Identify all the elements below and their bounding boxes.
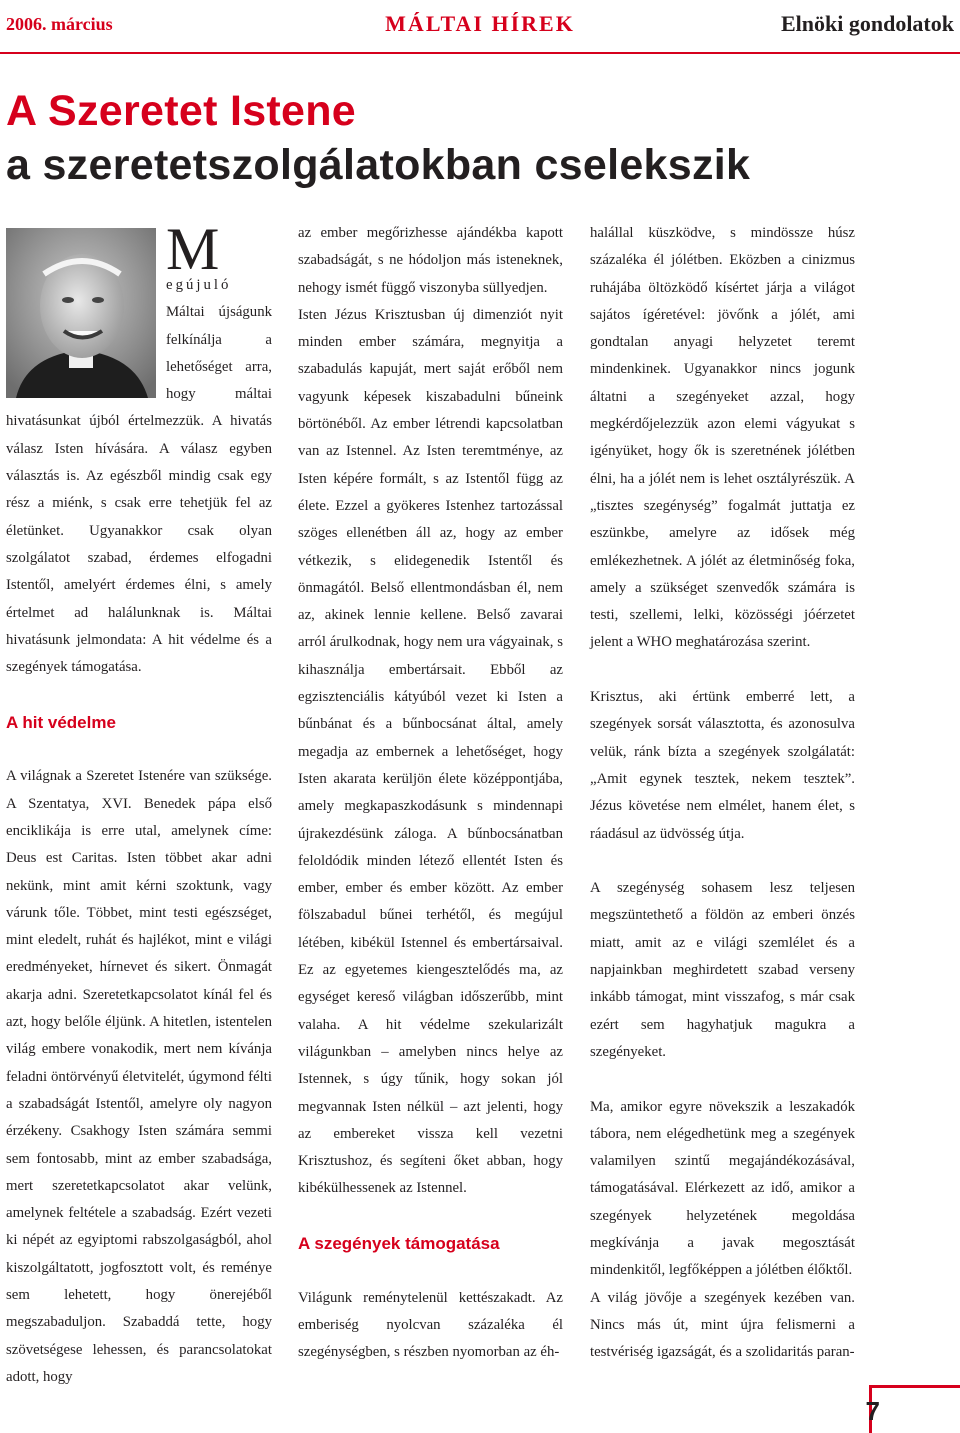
column-1 xyxy=(6,216,272,1391)
title-line-2: a szeretetszolgálatokban cselekszik xyxy=(6,141,751,189)
paragraph-future: A világ jövője a szegények kezében van. Nincs más út, mint újra felismerni a testvériség igazságát, és a szolidaritás paran- xyxy=(590,1289,855,1361)
intro-paragraph: Máltai újságunk felkínálja a lehetőséget arra, hogy máltai hivatásunkat újból értelmezzük. A hivatás válasz Isten hívására. A válasz egyben választás is. Az egészből mindig csak egy rész a miénk, s csak erre tehetjük fel az életünket. Ugyanakkor csak olyan szolgálatot szabad, érdemes elfogadni Istentől, amelyért érdemes élni, s amely értelmet ad halálunknak is. Máltai hivatásunk jelmondata: A hit védelme és a szegények támogatása. xyxy=(6,304,272,676)
paragraph-poverty: A szegénység sohasem lesz teljesen megszüntethető a földön az emberi önzés miatt, amit az e világi szemlélet és a napjainkban meghirdetett szabad verseny inkább támogat, mint visszafog, s már csak ezért sem hagyhatjuk magukra a szegényeket. xyxy=(590,880,855,1060)
issue-date: 2006. március xyxy=(6,14,113,34)
section-name: Elnöki gondolatok xyxy=(780,11,954,36)
paragraph-world-divided: Világunk reménytelenül kettészakadt. Az emberiség nyolcvan százaléka él szegénységben, s részben nyomorban az éh- xyxy=(298,1289,563,1361)
paragraph-sharing: Ma, amikor egyre növekszik a leszakadók tábora, nem elégedhetünk meg a szegények valamilyen szintű megajándékozásával, támogatásával. Elérkezett az idő, amikor a szegények helyzetének megoldása megkívánja a javak megosztását mindenkitől, legfőképpen a jólétben élőktől. xyxy=(590,1098,855,1279)
paragraph-christ: Isten Jézus Krisztusban új dimenziót nyit minden ember számára, megnyitja a szabadulás kapuját, mert saját erőből nem vagyunk képesek kiszabadulni bűneink börtönéből. Az ember létrendi kapcsolatban van az Istennel. Az Isten teremtménye, az Isten képére formált, s az Istentől függ az élete. Ezzel a gyökeres Istenhez tartozással szöges ellenétben áll az, hogy az ember vétkezik, s elidegenedik Istentől és önmagától. Belső ellentmondásban él, nem az, akinek lennie kellene. Belső zavarai arról árulkodnak, hogy nem ura vágyainak, s kihasználja embertársait. Ebből az egzisztenciális kátyúból vezet ki Isten a bűnbánat és a bűnbocsánat által, amely megadja az embernek a lehetőséget, hogy Isten akarata kerüljön élete középpontjába, amely megkapaszkodásunk s mindennapi újrakezdésünk záloga. A bűnbocsánatban feloldódik minden létező ellentét Isten és ember, ember és ember között. Az ember fölszabadul bűnei terhétől, és megújul létében, kibékül Istennel és embertársaival. Ez az egyetemes kiengesztelődés ma, az egységet kereső világban időszerűbb, mint valaha. A hit védelme szekularizált világunkban – amelyben nincs helye az Istennek, s úgy tűnik, hogy sokan jól megvannak Isten nélkül – azt jelenti, hogy az embereket vissza kell vezetni Krisztushoz, és segíteni őket abban, hogy kibékülhessenek az Istennel. xyxy=(298,306,563,1197)
article-title xyxy=(6,84,750,192)
page-number-box xyxy=(865,1385,960,1433)
magazine-name: MÁLTAI HÍREK xyxy=(385,11,575,36)
paragraph-christ-poor: Krisztus, aki értünk emberré lett, a szegények sorsát választotta, és azonosulva velük, ránk bízta a szegények szolgálatát: „Amit egynek tesztek, nekem tesztek”. Jézus követése nem elmélet, hanem élet, s ráadásul az üdvösség útja. xyxy=(590,689,855,842)
paragraph-wealth: halállal küszködve, s mindössze húsz százaléka él jólétben. Eközben a cinizmus ruhájába öltözködő kísértet járja a világot sajátos ígéretével: jövőnk a jólét, ami gondtalan anyagi helyzetet teremt mindenkinek. Ugyanakkor nincs jogunk áltatni a szegényeket azzal, hogy megkérdőjelezzük azon elemi vágyukat s igényüket, hogy ők is szeretnének jólétben élni, ha a jólét nem is lehet osztályrészük. A „tisztes szegénység” fogalmát juttatja ez eszünkbe, amelyre az idősek még emlékezhetnek. A jólét az életminőség foka, amely a szükséget szenvedők számára is testi, szellemi, lelki, közösségi jóérzetet jelent a WHO meghatározása szerint. xyxy=(590,225,855,651)
title-line-1: A Szeretet Istene xyxy=(6,87,357,135)
column-2 xyxy=(298,220,563,1366)
paragraph-freedom: az ember megőrizhesse ajándékba kapott szabadságát, s ne hódoljon más isteneknek, nehogy ismét függő viszonyba süllyedjen. xyxy=(298,225,563,296)
page-number: 7 xyxy=(865,1396,880,1426)
column-3 xyxy=(590,220,855,1366)
intro-lead: egújuló xyxy=(166,277,232,293)
drop-cap: M xyxy=(166,216,220,282)
subheading-poor: A szegények támogatása xyxy=(298,1233,500,1253)
paragraph-faith: A világnak a Szeretet Istenére van szüksége. A Szentatya, XVI. Benedek pápa első enciklikája is erre utal, amelynek címe: Deus est Caritas. Isten többet akar adni nekünk, mint amit kérni szoktunk, vagy várunk tőle. Többet, mint testi egészséget, mint eledelt, ruhát és hajlékot, mint e világi eredményeket, hírnevet és sikert. Önmagát akarja adni. Szeretetkapcsolatot kínál fel és azt, hogy belőle éljünk. A hitetlen, istentelen világ embere vonakodik, mert nem kívánja feladni öntörvényű életvitelét, úgymond félti a szabadságát Istentől, amelyre oly nagyon érzékeny. Csakhogy Isten számára semmi sem fontosabb, mint az ember szabadsága, mert szeretetkapcsolatot akar velünk, amelynek feltétele a szabadság. Ezért vezeti ki népét az egyiptomi rabszolgaságból, ahol kiszolgáltatott, jogfosztott volt, és reménye sem lehetett, hogy önerejéből megszabaduljon. Szabaddá tette, hogy szövetségese lehessen, és parancsolatokat adott, hogy xyxy=(6,768,272,1385)
subheading-faith: A hit védelme xyxy=(6,712,116,732)
page-header xyxy=(0,0,960,54)
author-photo xyxy=(6,228,156,398)
